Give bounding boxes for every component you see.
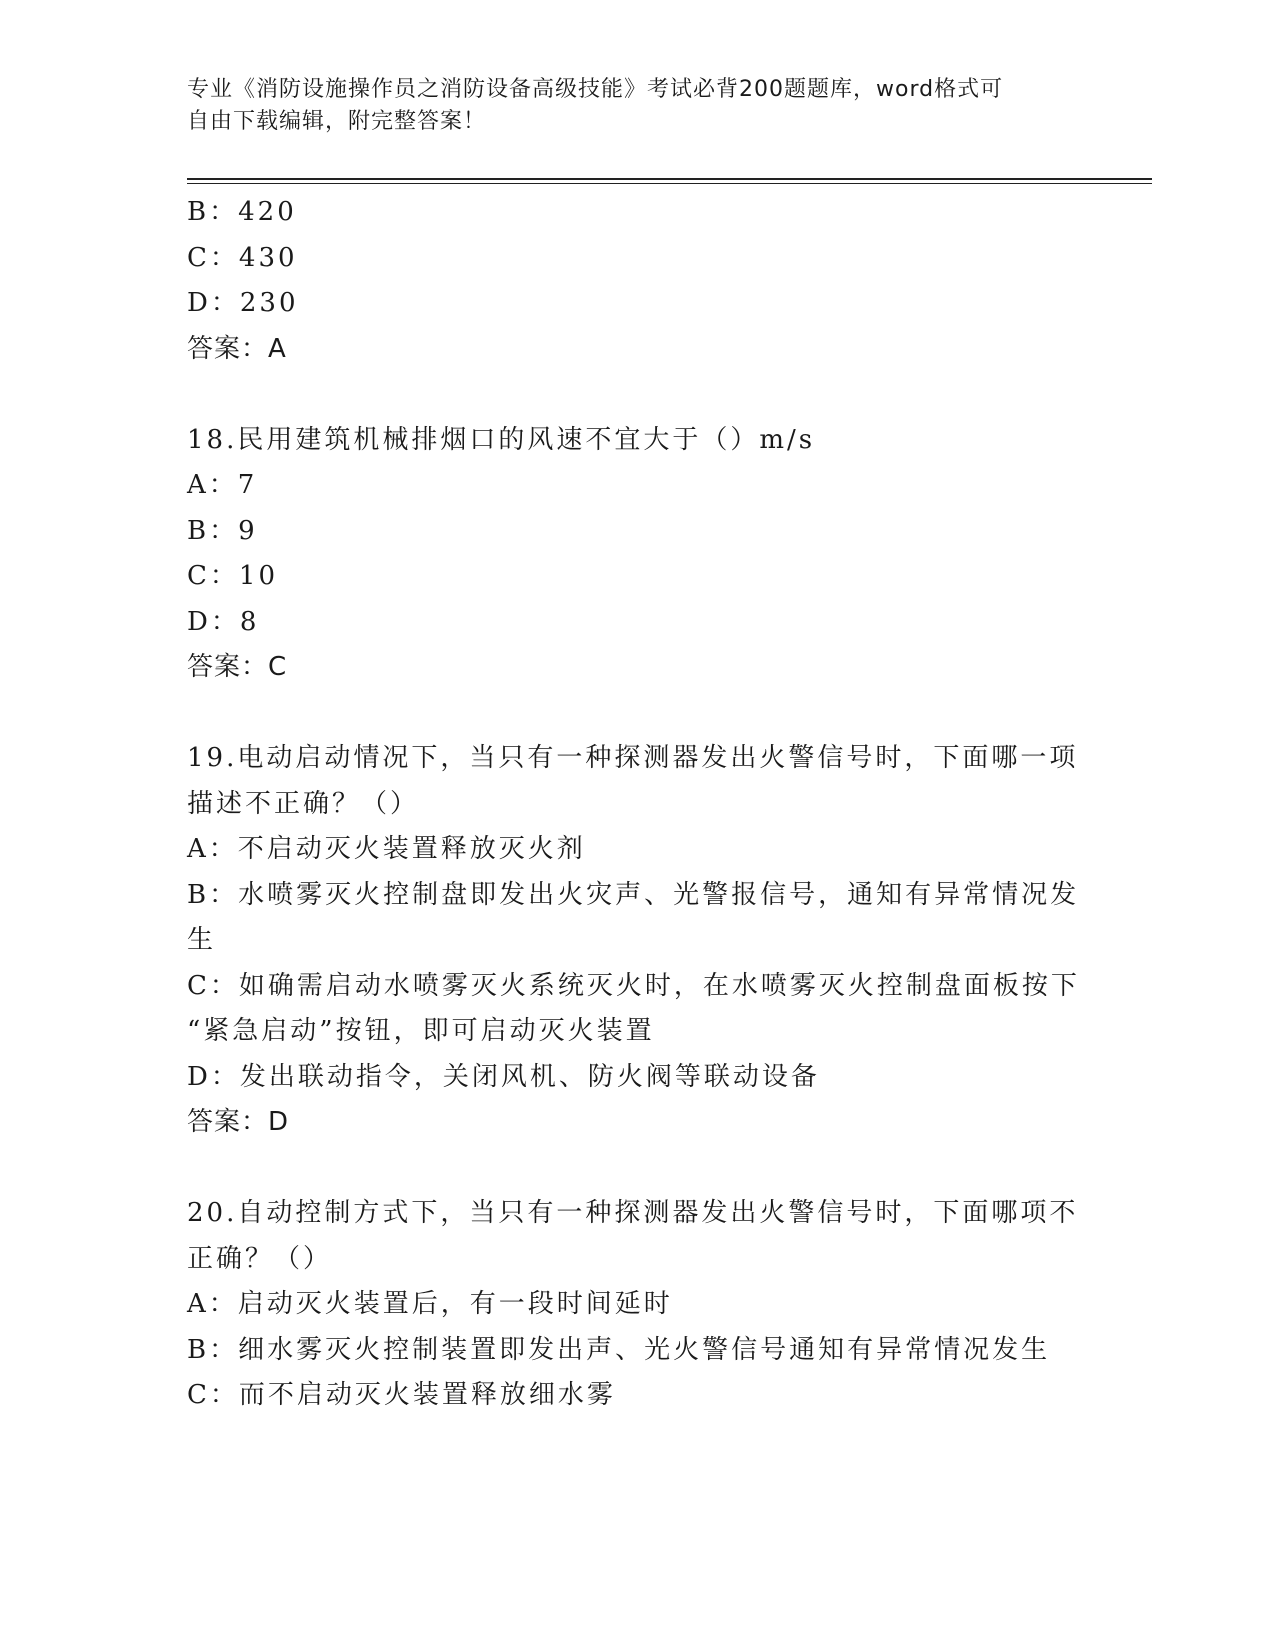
header-line-1: 专业《消防设施操作员之消防设备高级技能》考试必背200题题库，word格式可 xyxy=(187,77,1004,102)
option-d: D：发出联动指令，关闭风机、防火阀等联动设备 xyxy=(187,1061,820,1092)
option-c: C：如确需启动水喷雾灭火系统灭火时，在水喷雾灭火控制盘面板按下 xyxy=(187,970,1080,1001)
question-stem-continued: 正确？（） xyxy=(187,1243,333,1274)
option-a: A：7 xyxy=(187,470,258,500)
question-content xyxy=(187,190,1087,1419)
question-stem: 20.自动控制方式下，当只有一种探测器发出火警信号时，下面哪项不 xyxy=(187,1198,1079,1228)
option-b: B：9 xyxy=(187,515,258,546)
option-a: A：不启动灭火装置释放灭火剂 xyxy=(187,834,586,864)
option-d: D：230 xyxy=(187,288,299,318)
option-c-continued: “紧急启动”按钮，即可启动灭火装置 xyxy=(187,1016,655,1046)
option-b: B：水喷雾灭火控制盘即发出火灾声、光警报信号，通知有异常情况发 xyxy=(187,879,1080,910)
spacer xyxy=(187,1146,1087,1192)
option-c: C：而不启动灭火装置释放细水雾 xyxy=(187,1380,616,1410)
option-c: C：10 xyxy=(187,561,279,591)
question-stem-continued: 描述不正确？（） xyxy=(187,788,420,819)
question-17-continued xyxy=(187,190,1087,372)
question-20 xyxy=(187,1191,1087,1419)
option-a: A：启动灭火装置后，有一段时间延时 xyxy=(187,1289,673,1319)
header-divider-thick xyxy=(187,178,1152,180)
header-line-2: 自由下载编辑，附完整答案！ xyxy=(187,109,487,134)
option-b: B：420 xyxy=(187,197,297,227)
question-18 xyxy=(187,418,1087,691)
question-19 xyxy=(187,736,1087,1146)
option-b-continued: 生 xyxy=(187,925,217,955)
header-divider-thin xyxy=(187,183,1152,184)
question-stem: 18.民用建筑机械排烟口的风速不宜大于（）m/s xyxy=(187,424,816,455)
answer: 答案：D xyxy=(187,1107,290,1137)
spacer xyxy=(187,691,1087,737)
answer: 答案：C xyxy=(187,652,288,682)
spacer xyxy=(187,372,1087,418)
option-c: C：430 xyxy=(187,242,298,273)
option-b: B：细水雾灭火控制装置即发出声、光火警信号通知有异常情况发生 xyxy=(187,1334,1051,1365)
option-d: D：8 xyxy=(187,606,260,637)
answer: 答案：A xyxy=(187,333,287,364)
document-header xyxy=(187,74,1067,138)
question-stem: 19.电动启动情况下，当只有一种探测器发出火警信号时，下面哪一项 xyxy=(187,743,1079,773)
